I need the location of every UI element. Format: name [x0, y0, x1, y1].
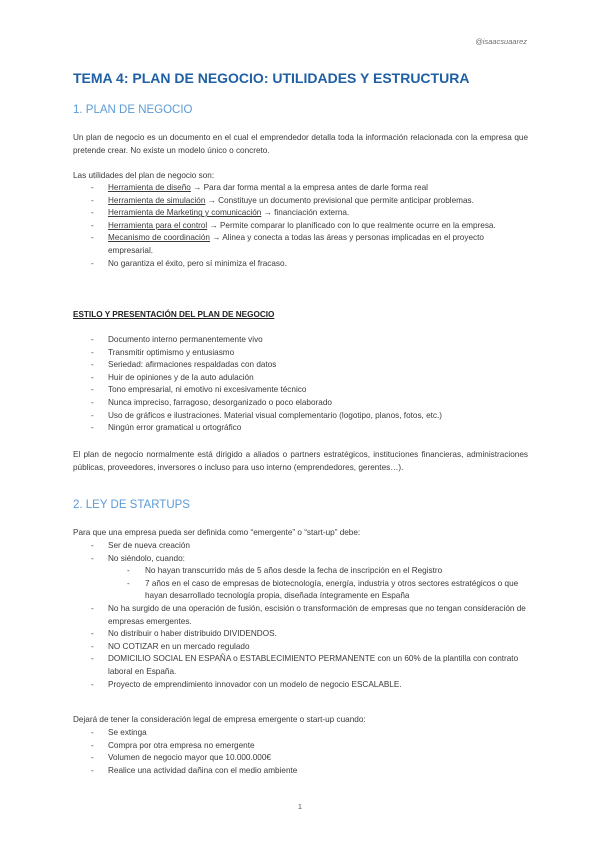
list-item: - Compra por otra empresa no emergente — [73, 740, 528, 753]
loss-conditions-list — [73, 727, 528, 777]
list-item — [73, 207, 528, 220]
nested-list-item: - No hayan transcurrido más de 5 años desde la fecha de inscripción en el Registro — [108, 565, 528, 578]
list-item: - Huir de opiniones y de la auto adulación — [73, 372, 528, 385]
list-item-text: No siéndolo, cuando: — [108, 553, 185, 563]
utilities-list — [73, 182, 528, 270]
list-item — [73, 232, 528, 257]
utility-text: → Para dar forma mental a la empresa antes de darle forma real — [190, 183, 428, 192]
list-item: - DOMICILIO SOCIAL EN ESPAÑA o ESTABLECIMIENTO PERMANENTE con un 60% de la plantilla con contrato laboral en España. — [73, 653, 528, 678]
list-item — [73, 220, 528, 233]
list-item: - Documento interno permanentemente vivo — [73, 334, 528, 347]
utility-term: Herramienta para el control — [108, 220, 208, 230]
list-item: - Proyecto de emprendimiento innovador con un modelo de negocio ESCALABLE. — [73, 679, 528, 692]
startup-lead: Para que una empresa pueda ser definida como “emergente” o “start-up” debe: — [73, 528, 361, 537]
startup-criteria-list — [73, 540, 528, 691]
utility-text: No garantiza el éxito, pero sí minimiza el fracaso. — [108, 258, 287, 268]
document-title: TEMA 4: PLAN DE NEGOCIO: UTILIDADES Y ESTRUCTURA — [73, 70, 470, 86]
list-item — [73, 553, 528, 603]
list-item: - Se extinga — [73, 727, 528, 740]
list-item: - Volumen de negocio mayor que 10.000.000€ — [73, 752, 528, 765]
utility-text: → Permite comparar lo planificado con lo que realmente ocurre en la empresa. — [207, 220, 496, 230]
list-item: - Realice una actividad dañina con el medio ambiente — [73, 765, 528, 778]
list-item: - Nunca impreciso, farragoso, desorganizado o poco elaborado — [73, 397, 528, 410]
list-item: - Seriedad: afirmaciones respaldadas con datos — [73, 359, 528, 372]
list-item — [73, 195, 528, 208]
utility-term: Herramienta de diseño — [108, 183, 191, 192]
utility-term: Herramienta de Marketing y comunicación — [108, 208, 262, 218]
list-item: - Uso de gráficos e ilustraciones. Material visual complementario (logotipo, planos, fotos, etc.) — [73, 410, 528, 423]
list-item — [73, 258, 528, 271]
utility-term: Mecanismo de coordinación — [108, 233, 210, 243]
utility-text: → Constituye un documento previsional que permite anticipar problemas. — [205, 195, 474, 205]
list-item: - Ningún error gramatical u ortográfico — [73, 422, 528, 435]
utility-text: → Alinea y conecta a todas las áreas y personas implicadas en el proyecto empresarial. — [108, 233, 484, 255]
style-list — [73, 334, 528, 435]
author-handle: @isaacsuaarez — [475, 37, 527, 46]
intro-paragraph: Un plan de negocio es un documento en el cual el emprendedor detalla toda la información relacionada con la empresa que pretende crear. No existe un modelo único o concreto. — [73, 133, 528, 155]
utility-term: Herramienta de simulación — [108, 195, 206, 205]
nested-list-item: - 7 años en el caso de empresas de biotecnología, energía, industria y otros sectores estratégicos o que hayan desarrollado tecnología propia, diseñada íntegramente en España — [108, 578, 528, 603]
section-heading-plan-de-negocio: 1. PLAN DE NEGOCIO — [73, 104, 193, 116]
closing-paragraph: El plan de negocio normalmente está dirigido a aliados o partners estratégicos, instituciones financieras, administraciones públicas, proveedores, inversores o incluso para uso interno (emprendedores, gerentes…). — [73, 450, 528, 472]
loss-lead: Dejará de tener la consideración legal de empresa emergente o start-up cuando: — [73, 715, 366, 724]
utility-text: → financiación externa. — [261, 208, 350, 218]
list-item: - Tono empresarial, ni emotivo ni excesivamente técnico — [73, 384, 528, 397]
list-item: - NO COTIZAR en un mercado regulado — [73, 641, 528, 654]
nested-list — [108, 565, 528, 603]
utilities-lead: Las utilidades del plan de negocio son: — [73, 171, 215, 180]
section-heading-ley-de-startups: 2. LEY DE STARTUPS — [73, 499, 190, 511]
list-item: - Transmitir optimismo y entusiasmo — [73, 347, 528, 360]
list-item: - No ha surgido de una operación de fusión, escisión o transformación de empresas que no tengan consideración de empresas emergentes. — [73, 603, 528, 628]
list-item: - No distribuir o haber distribuido DIVIDENDOS. — [73, 628, 528, 641]
page-number: 1 — [297, 802, 303, 811]
list-item — [73, 182, 528, 195]
list-item: - Ser de nueva creación — [73, 540, 528, 553]
style-subheading: ESTILO Y PRESENTACIÓN DEL PLAN DE NEGOCIO — [73, 310, 275, 319]
